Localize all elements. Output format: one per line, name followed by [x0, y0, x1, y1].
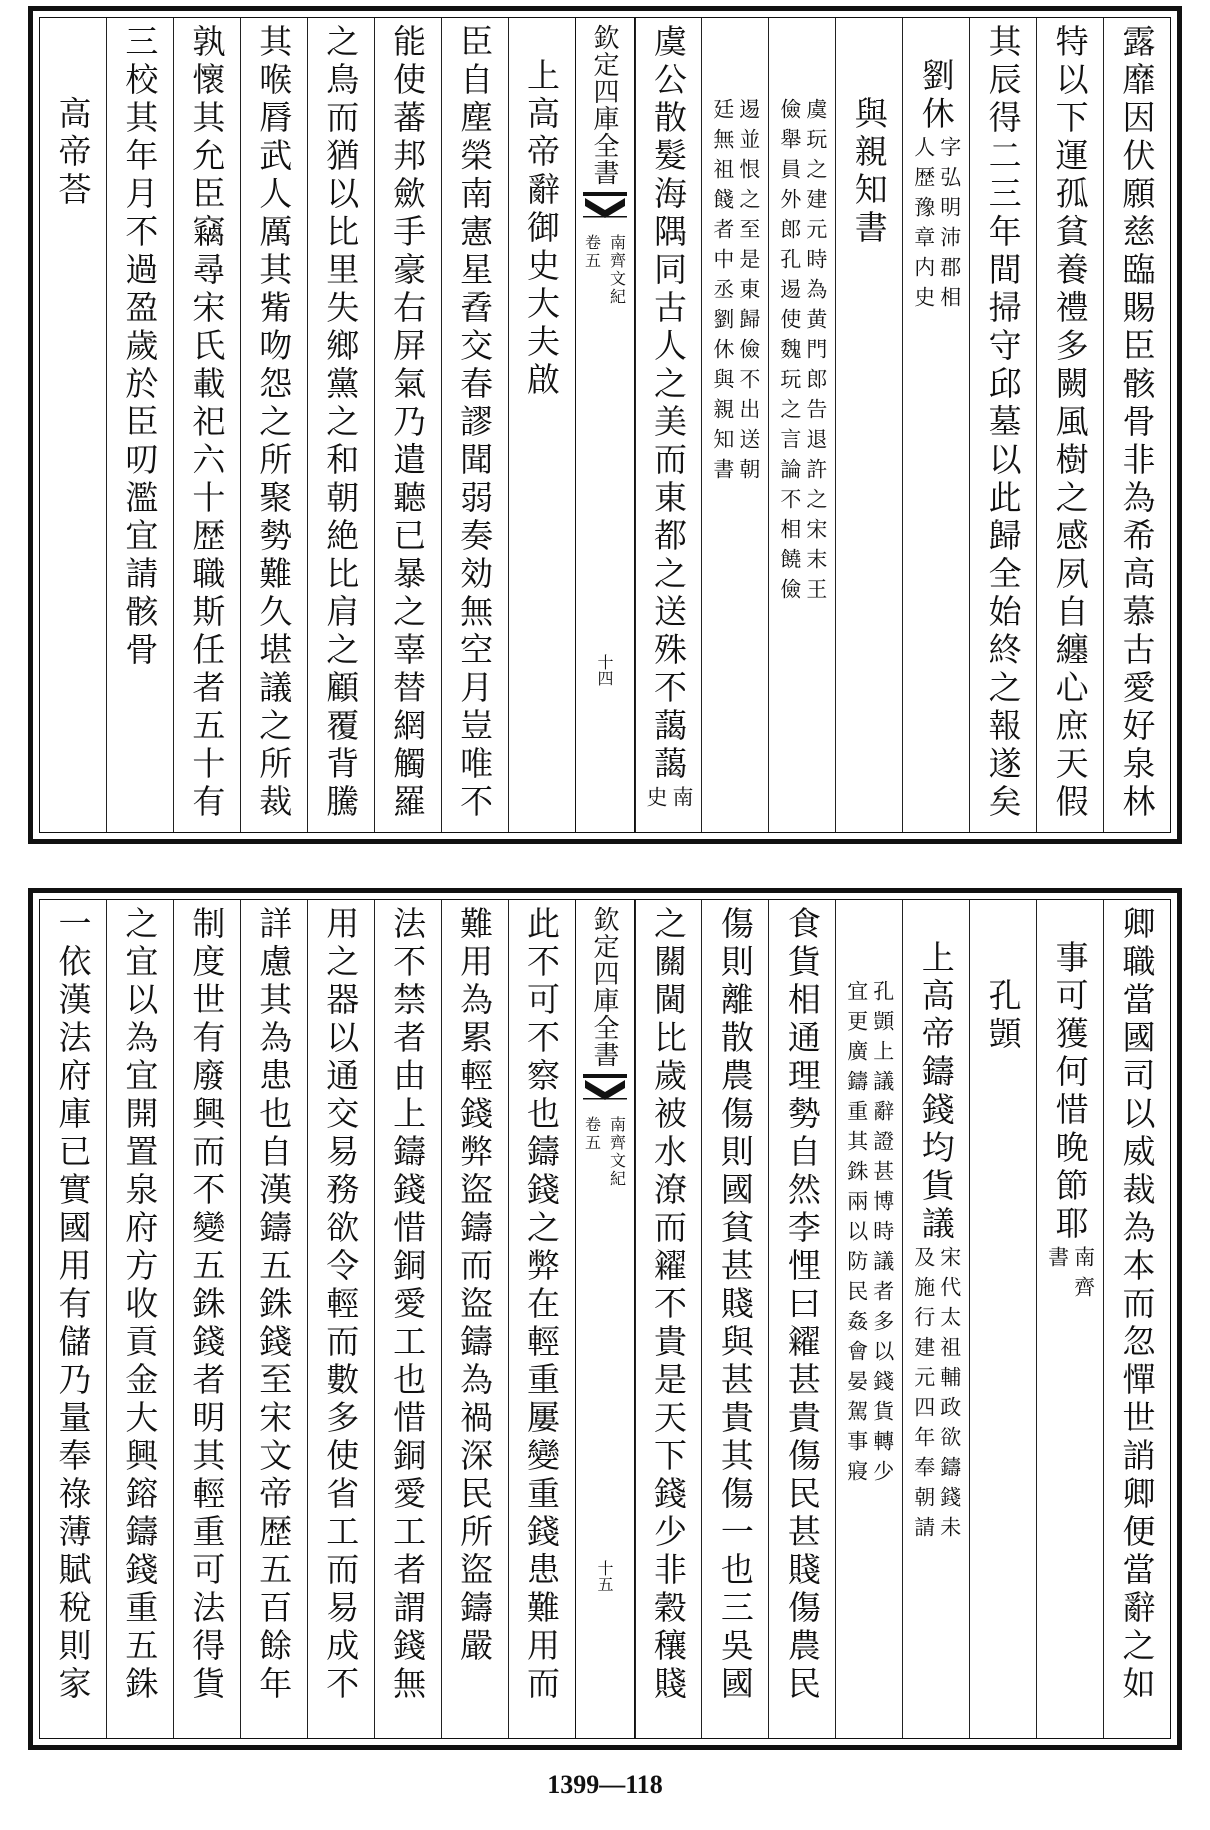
author-name: 孔顗	[983, 978, 1023, 1054]
note-line: 孔顗上議辭證甚博時議者多以錢貨轉少	[870, 980, 895, 1490]
text-column	[441, 18, 508, 832]
text-column	[1103, 18, 1170, 832]
heading-column	[902, 900, 969, 1738]
author-column	[902, 18, 969, 832]
text-column	[173, 18, 240, 832]
note-line: 廷無祖餞者中丞劉休與親知書	[710, 98, 735, 488]
note-line: 人歴豫章内史	[911, 136, 936, 316]
column-text: 制度世有廢興而不變五銖錢者明其輕重可法得貨	[187, 906, 227, 1704]
note-line: 虞玩之建元時為黄門郎告退許之宋末王	[803, 98, 828, 608]
column-text: 傷則離散農傷則國貧甚賤與甚貴其傷一也三吳國	[715, 906, 755, 1704]
text-column	[701, 900, 768, 1738]
column-text: 卿職當國司以威裁為本而忽憚世誚卿便當辭之如	[1117, 906, 1157, 1704]
book-title: 欽定四庫全書	[589, 906, 619, 1068]
note-column	[701, 18, 768, 832]
text-column	[240, 18, 307, 832]
text-column	[768, 900, 835, 1738]
note-line: 及施行建元四年奉朝請	[911, 1246, 936, 1546]
section-title: 上高帝辭御史大夫啟	[522, 58, 562, 400]
heading-column	[508, 18, 575, 832]
column-text: 特以下運孤貧養禮多闕風樹之感夙自纏心庶天假	[1050, 24, 1090, 822]
volume-number: 卷五	[582, 234, 602, 270]
column-text: 能使蕃邦歛手豪右屏氣乃遣聽已暴之辜替網觸羅	[388, 24, 428, 822]
text-column	[106, 900, 173, 1738]
volume-number: 卷五	[582, 1116, 602, 1152]
author-name: 劉休	[916, 58, 956, 134]
column-text: 食貨相通理勢自然李悝曰糴甚貴傷民甚賤傷農民	[782, 906, 822, 1704]
source-note: 南	[669, 786, 694, 816]
column-text: 難用為累輕錢弊盜鑄而盜鑄為禍深民所盜鑄嚴	[455, 906, 495, 1666]
column-text: 事可獲何惜晚節耶	[1050, 940, 1090, 1244]
column-text: 臣自塵榮南憲星孴交春謬聞弱奏効無空月豈唯不	[455, 24, 495, 822]
text-column	[374, 900, 441, 1738]
heading-column	[40, 18, 106, 832]
column-text: 用之器以通交易務欲令輕而數多使省工而易成不	[321, 906, 361, 1704]
text-column	[374, 18, 441, 832]
text-column	[307, 18, 374, 832]
top-page-columns	[39, 17, 1171, 833]
note-line: 宜更廣鑄重其銖兩以防民姦會晏駕事寢	[844, 980, 869, 1490]
section-title: 上高帝鑄錢均貨議	[916, 940, 956, 1244]
column-text: 一依漢法府庫已實國用有儲乃量奉祿薄賦稅則家	[53, 906, 93, 1704]
author-note	[913, 136, 960, 316]
column-text: 之鳥而猶以比里失鄉黨之和朝絶比肩之顧覆背騰	[321, 24, 361, 822]
section-title: 高帝荅	[53, 96, 93, 210]
page-number: 十五	[595, 1560, 614, 1592]
column-text: 其辰得二三年間掃守邱墓以此歸全始終之報遂矣	[983, 24, 1023, 822]
column-text: 法不禁者由上鑄錢惜銅愛工也惜銅愛工者謂錢無	[388, 906, 428, 1704]
text-column	[106, 18, 173, 832]
column-text: 之宜以為宜開置泉府方收貢金大興鎔鑄錢重五銖	[120, 906, 160, 1704]
fish-tail-ornament-icon	[583, 192, 627, 220]
collection-name: 南齊文紀	[607, 234, 627, 306]
text-column	[1036, 18, 1103, 832]
column-text: 之關閫比歲被水潦而糴不貴是天下錢少非穀穰賤	[648, 906, 688, 1704]
center-spine	[575, 18, 635, 832]
note-column	[768, 18, 835, 832]
heading-column	[835, 18, 902, 832]
text-column	[969, 18, 1036, 832]
column-text: 虞公散髮海隅同古人之美而東都之送殊不藹藹	[648, 24, 688, 784]
volume-label	[581, 234, 629, 306]
column-text: 孰懷其允臣竊尋宋氏載祀六十歴職斯任者五十有	[187, 24, 227, 822]
column-text: 其喉脣武人厲其觜吻怨之所聚勢難久堪議之所裁	[254, 24, 294, 822]
text-column	[240, 900, 307, 1738]
source-note: 史	[643, 786, 668, 816]
source-note: 書	[1045, 1246, 1070, 1276]
text-column	[1036, 900, 1103, 1738]
text-column	[635, 18, 702, 832]
text-column	[307, 900, 374, 1738]
source-note: 南齊	[1071, 1246, 1096, 1306]
bottom-page-columns	[39, 899, 1171, 1739]
section-title: 與親知書	[849, 96, 889, 248]
note-line: 宋代太祖輔政欲鑄錢未	[937, 1246, 962, 1546]
column-text: 詳慮其為患也自漢鑄五銖錢至宋文帝歴五百餘年	[254, 906, 294, 1704]
text-column	[508, 900, 575, 1738]
text-column	[635, 900, 702, 1738]
column-text: 此不可不察也鑄錢之弊在輕重屢變重錢患難用而	[522, 906, 562, 1704]
note-line: 字弘明沛郡相	[937, 136, 962, 316]
text-column	[40, 900, 106, 1738]
collection-name: 南齊文紀	[607, 1116, 627, 1188]
column-text: 三校其年月不過盈歲於臣叨濫宜請骸骨	[120, 24, 160, 670]
book-title: 欽定四庫全書	[589, 24, 619, 186]
center-spine	[575, 900, 635, 1738]
top-page-frame	[28, 6, 1182, 844]
column-text: 露靡因伏願慈臨賜臣骸骨非為希高慕古愛好泉林	[1117, 24, 1157, 822]
fish-tail-ornament-icon	[583, 1074, 627, 1102]
page-footer-number: 1399—118	[547, 1770, 663, 1799]
volume-label	[581, 1116, 629, 1188]
page-number: 十四	[595, 654, 614, 686]
bottom-page-frame	[28, 888, 1182, 1750]
note-line: 逷並恨之至是東歸儉不出送朝	[736, 98, 761, 488]
note-line: 儉舉員外郎孔逷使魏玩之言論不相饒儉	[777, 98, 802, 608]
text-column	[173, 900, 240, 1738]
text-column	[441, 900, 508, 1738]
author-column	[969, 900, 1036, 1738]
note-column	[835, 900, 902, 1738]
text-column	[1103, 900, 1170, 1738]
